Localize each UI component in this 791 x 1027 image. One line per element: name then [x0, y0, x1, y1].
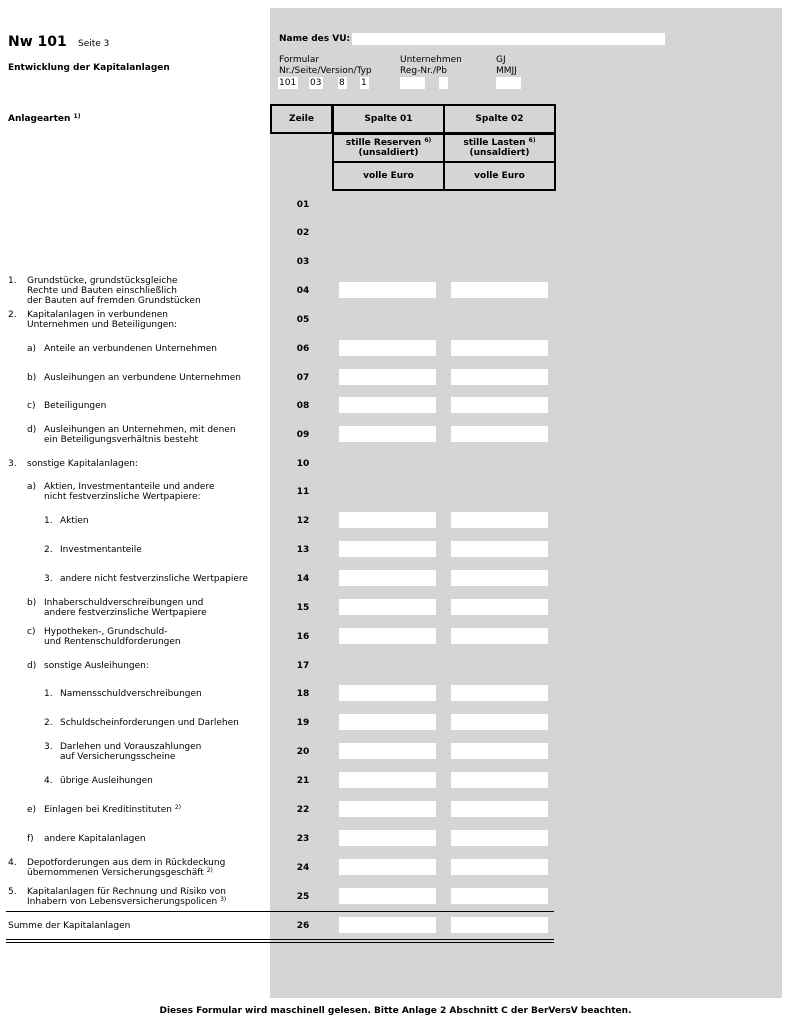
row-label-line [60, 545, 142, 555]
row-label-text: Hypotheken-, Grundschuld- [44, 627, 168, 637]
spalte-01-input[interactable] [339, 830, 436, 846]
spalte-01-input[interactable] [339, 714, 436, 730]
row-prefix: 2. [44, 718, 53, 728]
spalte-02-input[interactable] [451, 888, 548, 904]
row-footnote: 2) [174, 804, 181, 811]
row-prefix: b) [27, 598, 37, 608]
row-label-text: Summe der Kapitalanlagen [8, 921, 131, 931]
row-label-text: sonstige Ausleihungen: [44, 661, 149, 671]
row-prefix: e) [27, 805, 37, 815]
row-number: 16 [296, 632, 310, 642]
row-number: 07 [296, 373, 310, 383]
spalte-02-input[interactable] [451, 340, 548, 356]
row-label-line [60, 776, 153, 786]
row-number: 12 [296, 516, 310, 526]
row-label-text: andere Kapitalanlagen [44, 834, 146, 844]
row-label-line [44, 425, 236, 435]
formular-seite-value: 03 [310, 78, 322, 88]
row-prefix: 3. [44, 742, 53, 752]
row-label-line [27, 320, 177, 330]
row-label-text: Beteiligungen [44, 401, 107, 411]
row-label-line [60, 752, 175, 762]
spalte-02-input[interactable] [451, 772, 548, 788]
row-number: 25 [296, 892, 310, 902]
spalte-02-input[interactable] [451, 801, 548, 817]
form-code: Nw 101 [8, 34, 67, 50]
col1-sub-footnote: 6) [424, 137, 432, 144]
row-label-line [44, 834, 146, 844]
row-label-text: übrige Ausleihungen [60, 776, 153, 786]
spalte-01-input[interactable] [339, 628, 436, 644]
spalte-02-input[interactable] [451, 743, 548, 759]
reg-nr-field[interactable] [400, 77, 425, 89]
sum-top-rule [6, 911, 554, 912]
row-label-line [44, 373, 241, 383]
row-label-text: andere festverzinsliche Wertpapiere [44, 608, 207, 618]
row-footnote: 2) [206, 867, 213, 874]
row-number: 20 [296, 747, 310, 757]
spalte-02-input[interactable] [451, 628, 548, 644]
spalte-02-input[interactable] [451, 859, 548, 875]
row-label-line [27, 858, 225, 868]
spalte-01-input[interactable] [339, 426, 436, 442]
row-label-line [27, 310, 168, 320]
row-label-text: Depotforderungen aus dem in Rückdeckung [27, 858, 226, 868]
unternehmen-label-2: Reg-Nr./Pb [400, 66, 447, 76]
row-prefix: 3. [44, 574, 53, 584]
row-prefix: a) [27, 344, 37, 354]
row-label-text: andere nicht festverzinsliche Wertpapiere [60, 574, 248, 584]
row-label-line [44, 627, 168, 637]
col1-sub-line2: (unsaldiert) [358, 148, 419, 158]
col2-sub-line1 [463, 138, 535, 148]
row-label-text: Anteile an verbundenen Unternehmen [44, 344, 217, 354]
form-page: Seite 3 [78, 39, 110, 49]
row-label-line [60, 742, 201, 752]
row-number: 13 [296, 545, 310, 555]
col2-sub-text: stille Lasten [463, 138, 526, 148]
row-label-text: Grundstücke, grundstücksgleiche [27, 276, 178, 286]
anlagearten-label [8, 114, 80, 124]
footer-note: Dieses Formular wird maschinell gelesen. Bitte Anlage 2 Abschnitt C der BerVersV beachten. [159, 1006, 632, 1016]
formular-label-1: Formular [279, 55, 320, 65]
row-label-text: Darlehen und Vorauszahlungen [60, 742, 202, 752]
row-label-text: Ausleihungen an verbundene Unternehmen [44, 373, 241, 383]
spalte-02-input[interactable] [451, 369, 548, 385]
row-number: 24 [296, 863, 310, 873]
col1-sub-line1 [346, 138, 432, 148]
vu-label: Name des VU: [279, 34, 351, 44]
spalte-02-input[interactable] [451, 426, 548, 442]
row-prefix: a) [27, 482, 37, 492]
row-label-text: Unternehmen und Beteiligungen: [27, 320, 178, 330]
spalte-02-input[interactable] [451, 599, 548, 615]
row-number: 14 [296, 574, 310, 584]
row-label-text: Namensschuldverschreibungen [60, 689, 202, 699]
row-number: 02 [296, 228, 310, 238]
row-label-line [44, 482, 215, 492]
pb-field[interactable] [439, 77, 448, 89]
gj-label-2: MMJJ [496, 66, 517, 76]
row-label-line [44, 598, 203, 608]
spalte-01-input[interactable] [339, 772, 436, 788]
spalte-02-input[interactable] [451, 541, 548, 557]
row-number: 18 [296, 689, 310, 699]
row-number: 05 [296, 315, 310, 325]
spalte-02-input[interactable] [451, 830, 548, 846]
row-label-text: Aktien, Investmentanteile und andere [44, 482, 215, 492]
spalte-01-input[interactable] [339, 917, 436, 933]
spalte-02-input[interactable] [451, 397, 548, 413]
row-label-text: Schuldscheinforderungen und Darlehen [60, 718, 239, 728]
formular-seite-field[interactable] [309, 77, 323, 89]
row-label-line [27, 296, 201, 306]
vu-name-field[interactable] [352, 33, 665, 45]
spalte-01-input[interactable] [339, 512, 436, 528]
row-label-text: Inhaberschuldverschreibungen und [44, 598, 204, 608]
row-label-text: Rechte und Bauten einschließlich [27, 286, 177, 296]
col1-unit: volle Euro [332, 161, 445, 191]
spalte-01-input[interactable] [339, 859, 436, 875]
row-label-text: ein Beteiligungsverhältnis besteht [44, 435, 199, 445]
row-label-line [44, 492, 201, 502]
formular-typ-field[interactable] [360, 77, 369, 89]
unternehmen-label-1: Unternehmen [400, 55, 462, 65]
spalte-01-input[interactable] [339, 743, 436, 759]
row-prefix: 1. [44, 516, 53, 526]
spalte-01-input[interactable] [339, 888, 436, 904]
row-label-line [27, 286, 177, 296]
gj-label-1: GJ [496, 55, 506, 65]
row-number: 15 [296, 603, 310, 613]
row-label-line [27, 459, 138, 469]
row-number: 09 [296, 430, 310, 440]
row-prefix: d) [27, 425, 37, 435]
row-prefix: 1. [44, 689, 53, 699]
row-prefix: d) [27, 661, 37, 671]
form-subtitle: Entwicklung der Kapitalanlagen [8, 63, 170, 73]
row-prefix: c) [27, 401, 36, 411]
row-number: 04 [296, 286, 310, 296]
row-label-text: Kapitalanlagen in verbundenen [27, 310, 169, 320]
row-label-line [60, 718, 239, 728]
spalte-01-input[interactable] [339, 369, 436, 385]
gj-field[interactable] [496, 77, 521, 89]
col1-sub-text: stille Reserven [345, 138, 422, 148]
row-prefix: 2. [8, 310, 17, 320]
formular-version-field[interactable] [338, 77, 347, 89]
row-prefix: 2. [44, 545, 53, 555]
anlagearten-text: Anlagearten [8, 114, 71, 124]
row-number: 08 [296, 401, 310, 411]
row-label-line [8, 921, 130, 931]
row-label-line [44, 661, 149, 671]
spalte-01-input[interactable] [339, 801, 436, 817]
spalte-01-input[interactable] [339, 541, 436, 557]
row-number: 21 [296, 776, 310, 786]
spalte-01-input[interactable] [339, 282, 436, 298]
zeile-header: Zeile [270, 104, 333, 134]
formular-nr-field[interactable] [278, 77, 298, 89]
row-label-line [44, 637, 181, 647]
row-label-text: Einlagen bei Kreditinstituten [44, 805, 172, 815]
row-label-text: und Rentenschuldforderungen [44, 637, 181, 647]
row-label-text: Aktien [60, 516, 89, 526]
spalte-02-input[interactable] [451, 917, 548, 933]
row-label-line [60, 574, 248, 584]
row-label-line [27, 887, 226, 897]
row-number: 06 [296, 344, 310, 354]
row-label-line [44, 608, 207, 618]
row-prefix: b) [27, 373, 37, 383]
row-label-text: der Bauten auf fremden Grundstücken [27, 296, 201, 306]
row-label-line [44, 344, 217, 354]
col2-sub-footnote: 6) [528, 137, 536, 144]
row-prefix: c) [27, 627, 36, 637]
row-label-line [44, 401, 106, 411]
formular-version-value: 8 [339, 78, 345, 88]
spalte-01-input[interactable] [339, 599, 436, 615]
row-number: 10 [296, 459, 310, 469]
row-number: 17 [296, 661, 310, 671]
row-label-text: Investmentanteile [60, 545, 142, 555]
spalte-01-input[interactable] [339, 570, 436, 586]
spalte-02-input[interactable] [451, 570, 548, 586]
row-prefix: 1. [8, 276, 17, 286]
row-label-line [27, 868, 213, 878]
row-label-line [27, 276, 178, 286]
spalte-01-input[interactable] [339, 340, 436, 356]
spalte-01-header: Spalte 01 [332, 104, 445, 134]
row-label-text: Ausleihungen an Unternehmen, mit denen [44, 425, 236, 435]
spalte-02-header: Spalte 02 [443, 104, 556, 134]
col1-subheader [332, 133, 445, 163]
spalte-02-input[interactable] [451, 282, 548, 298]
sum-bottom-rule-1 [6, 939, 554, 940]
row-number: 23 [296, 834, 310, 844]
formular-label-2: Nr./Seite/Version/Typ [279, 66, 372, 76]
row-label-line [60, 689, 202, 699]
row-prefix: 5. [8, 887, 17, 897]
sum-bottom-rule-2 [6, 942, 554, 943]
row-number: 11 [296, 487, 310, 497]
spalte-01-input[interactable] [339, 397, 436, 413]
formular-nr-value: 101 [279, 78, 297, 88]
row-number: 01 [296, 200, 310, 210]
row-label-line [44, 435, 198, 445]
row-label-text: nicht festverzinsliche Wertpapiere: [44, 492, 201, 502]
spalte-02-input[interactable] [451, 512, 548, 528]
col2-subheader [443, 133, 556, 163]
row-label-text: Inhabern von Lebensversicherungspolicen [27, 897, 218, 907]
row-prefix: 4. [8, 858, 17, 868]
row-number: 22 [296, 805, 310, 815]
row-number: 19 [296, 718, 310, 728]
row-footnote: 3) [220, 896, 227, 903]
row-prefix: f) [27, 834, 34, 844]
col2-sub-line2: (unsaldiert) [469, 148, 530, 158]
row-prefix: 4. [44, 776, 53, 786]
row-number: 03 [296, 257, 310, 267]
row-prefix: 3. [8, 459, 17, 469]
row-number: 26 [296, 921, 310, 931]
spalte-02-input[interactable] [451, 685, 548, 701]
row-label-line [27, 897, 226, 907]
row-label-text: Kapitalanlagen für Rechnung und Risiko von [27, 887, 226, 897]
row-label-text: auf Versicherungsscheine [60, 752, 176, 762]
anlagearten-footnote: 1) [73, 113, 81, 120]
row-label-text: sonstige Kapitalanlagen: [27, 459, 138, 469]
spalte-01-input[interactable] [339, 685, 436, 701]
row-label-text: übernommenen Versicherungsgeschäft [27, 868, 204, 878]
row-label-line [44, 805, 181, 815]
spalte-02-input[interactable] [451, 714, 548, 730]
formular-typ-value: 1 [361, 78, 367, 88]
col2-unit: volle Euro [443, 161, 556, 191]
row-label-line [60, 516, 89, 526]
